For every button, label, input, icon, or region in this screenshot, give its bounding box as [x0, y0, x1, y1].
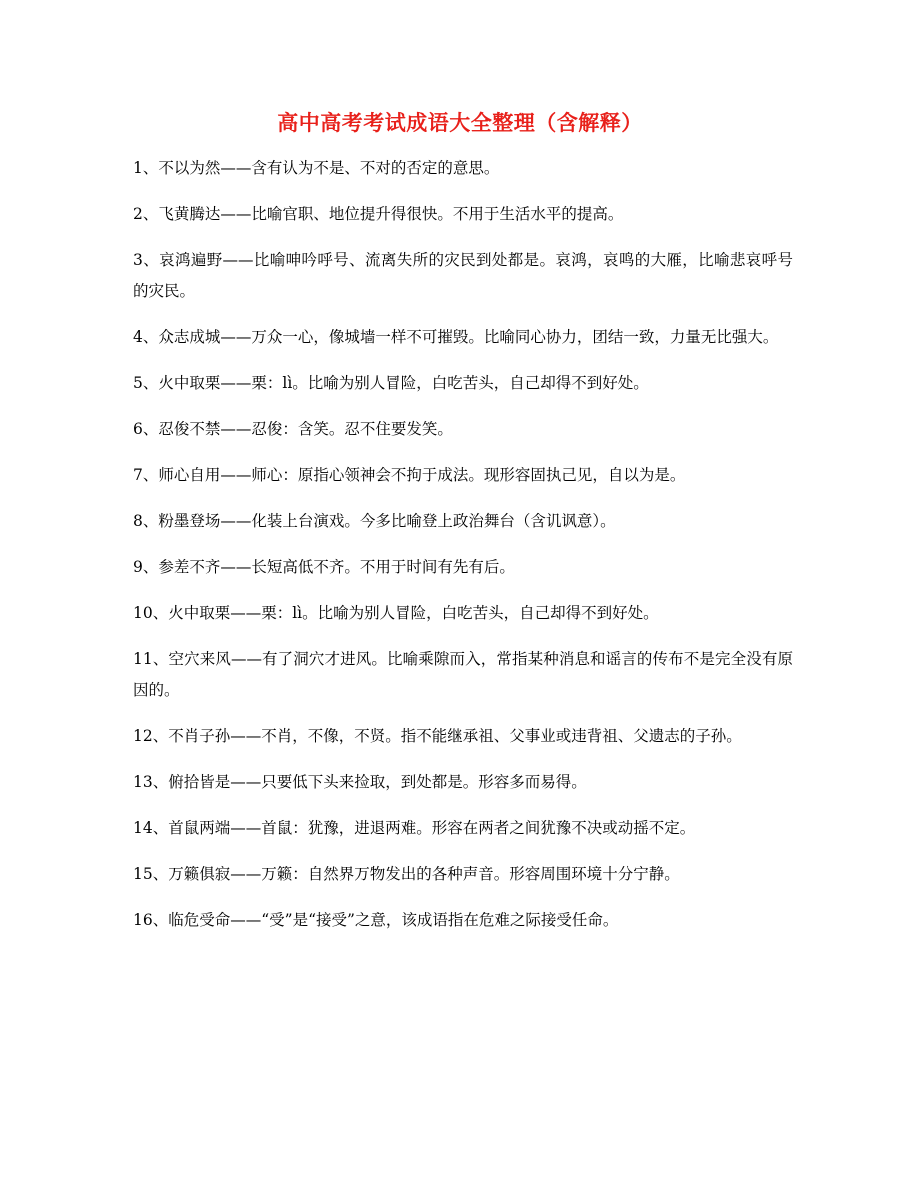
idiom-entry: 8、粉墨登场——化装上台演戏。今多比喻登上政治舞台（含讥讽意）。: [133, 512, 616, 530]
idiom-entry: 4、众志成城——万众一心，像城墙一样不可摧毁。比喻同心协力，团结一致，力量无比强大。: [133, 328, 779, 346]
idiom-entry: 12、不肖子孙——不肖，不像，不贤。指不能继承祖、父事业或违背祖、父遗志的子孙。: [133, 727, 742, 745]
idiom-entry: 7、师心自用——师心：原指心领神会不拘于成法。现形容固执己见，自以为是。: [133, 466, 686, 484]
idiom-list: [133, 153, 793, 951]
idiom-entry: 13、俯拾皆是——只要低下头来捡取，到处都是。形容多而易得。: [133, 773, 587, 791]
idiom-entry: 3、哀鸿遍野——比喻呻吟呼号、流离失所的灾民到处都是。哀鸿，哀鸣的大雁，比喻悲哀呼号的灾民。: [133, 251, 793, 300]
idiom-entry: 14、首鼠两端——首鼠：犹豫，进退两难。形容在两者之间犹豫不决或动摇不定。: [133, 819, 696, 837]
idiom-entry: 10、火中取栗——栗：lì。比喻为别人冒险，白吃苦头，自己却得不到好处。: [133, 604, 659, 622]
idiom-entry: 2、飞黄腾达——比喻官职、地位提升得很快。不用于生活水平的提高。: [133, 205, 624, 223]
idiom-entry: 6、忍俊不禁——忍俊：含笑。忍不住要发笑。: [133, 420, 453, 438]
idiom-entry: 16、临危受命——“受”是“接受”之意，该成语指在危难之际接受任命。: [133, 911, 619, 929]
document-title: 高中高考考试成语大全整理（含解释）: [277, 110, 643, 135]
idiom-entry: 11、空穴来风——有了洞穴才进风。比喻乘隙而入，常指某种消息和谣言的传布不是完全没有原因的。: [133, 650, 793, 699]
idiom-entry: 15、万籁俱寂——万籁：自然界万物发出的各种声音。形容周围环境十分宁静。: [133, 865, 680, 883]
idiom-entry: 9、参差不齐——长短高低不齐。不用于时间有先有后。: [133, 558, 515, 576]
idiom-entry: 5、火中取栗——栗：lì。比喻为别人冒险，白吃苦头，自己却得不到好处。: [133, 374, 649, 392]
idiom-entry: 1、不以为然——含有认为不是、不对的否定的意思。: [133, 159, 500, 177]
